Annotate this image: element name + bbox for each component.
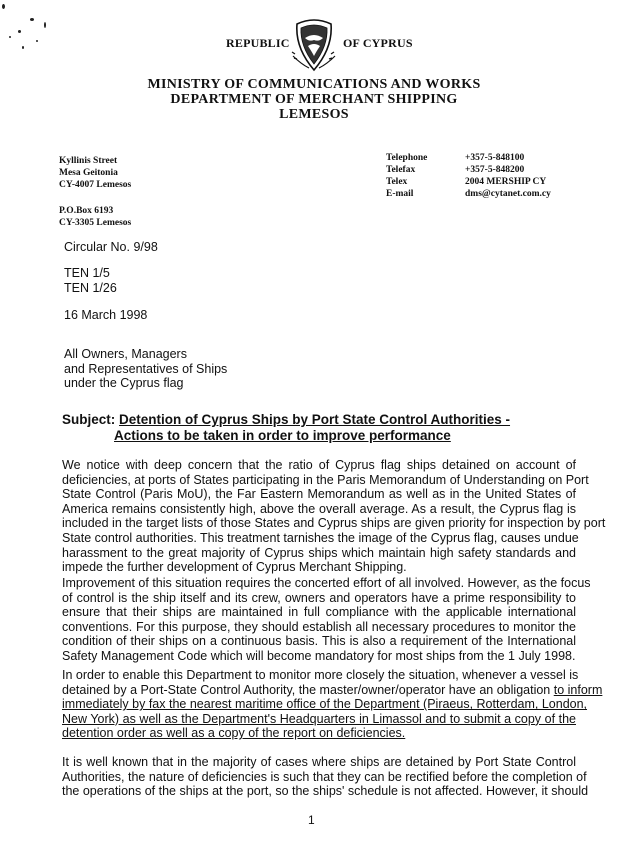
po-box-address	[59, 205, 131, 229]
address-po-postcode: CY-3305 Lemesos	[59, 218, 132, 228]
underlined-text: to inform	[553, 682, 603, 697]
recipients-line-3: under the Cyprus flag	[64, 376, 184, 390]
circular-number: Circular No. 9/98	[64, 240, 158, 254]
paragraph-1	[62, 458, 606, 575]
reference-ten-2: TEN 1/26	[64, 281, 117, 295]
city-title: LEMESOS	[279, 107, 349, 122]
paragraph-line: included in the target lists of those States and Cyprus ships are given priority for inspection by port	[62, 516, 606, 531]
republic-label-left: REPUBLIC	[226, 36, 290, 50]
paragraph-line-underlined: detention order as well as a copy of the report on deficiencies.	[62, 726, 406, 741]
paragraph-line: America remains consistently high, above the overall average. As a result, the Cyprus flag is	[62, 501, 576, 516]
address-area: Mesa Geitonia	[59, 168, 118, 178]
contact-values	[465, 152, 551, 200]
paragraph-3	[62, 668, 603, 741]
contact-value-telex: 2004 MERSHIP CY	[465, 177, 547, 187]
paragraph-2	[62, 576, 591, 664]
contact-label-telex: Telex	[386, 177, 408, 187]
subject-heading	[62, 412, 510, 444]
circular-date: 16 March 1998	[64, 308, 148, 322]
paragraph-line: ensure that their ships are maintained in full compliance with the applicable international	[62, 605, 576, 620]
paragraph-4	[62, 755, 589, 799]
recipients-line-2: and Representatives of Ships	[64, 361, 228, 376]
paragraph-line: harassment to the great majority of Cyprus ships which maintain high safety standards and	[62, 545, 576, 560]
paragraph-line: In order to enable this Department to monitor more closely the situation, whenever a vessel is	[62, 668, 579, 682]
subject-line-1: Detention of Cyprus Ships by Port State Control Authorities -	[119, 412, 511, 427]
paragraph-line: deficiencies, at ports of States participating in the Paris Memorandum of Understanding on Port	[62, 472, 589, 487]
paragraph-line-underlined: immediately by fax the nearest maritime office of the Department (Piraeus, Rotterdam, London,	[62, 697, 588, 712]
contact-value-email: dms@cytanet.com.cy	[465, 189, 551, 199]
republic-label-right: OF CYPRUS	[343, 36, 413, 50]
page-number: 1	[308, 813, 315, 827]
contact-label-email: E-mail	[386, 189, 414, 199]
paragraph-line: conventions. For this purpose, they should establish all necessary procedures to monitor the	[62, 619, 576, 634]
paragraph-line: Improvement of this situation requires the concerted effort of all involved. However, as the focus	[62, 576, 591, 590]
contact-value-telephone: +357-5-848100	[465, 153, 525, 163]
contact-value-telefax: +357-5-848200	[465, 165, 525, 175]
street-address	[59, 155, 131, 191]
paragraph-line-text: detained by a Port-State Control Authority, the master/owner/operator have an obligation	[62, 682, 554, 697]
contact-labels	[386, 152, 427, 200]
address-postcode: CY-4007 Lemesos	[59, 180, 132, 190]
paragraph-line: State Control (Paris MoU), the Far Eastern Memorandum as well as in the United States of	[62, 487, 576, 502]
paragraph-line: We notice with deep concern that the ratio of Cyprus flag ships detained on account of	[62, 458, 576, 472]
contact-label-telefax: Telefax	[386, 165, 416, 175]
contact-label-telephone: Telephone	[386, 153, 428, 163]
address-street: Kyllinis Street	[59, 156, 118, 166]
coat-of-arms-seal	[289, 18, 339, 74]
paragraph-line: condition of their ships on a continuous basis. This is also a requirement of the International	[62, 634, 576, 649]
paragraph-line: State control authorities. This treatment tarnishes the image of the Cyprus flag, causes undue	[62, 530, 579, 545]
ministry-title: MINISTRY OF COMMUNICATIONS AND WORKS	[147, 77, 481, 92]
subject-label: Subject:	[62, 412, 120, 427]
recipients-line-1: All Owners, Managers	[64, 347, 187, 361]
paragraph-line: of control is the ship itself and its crew, owners and operators have a prime responsibility to	[62, 590, 576, 605]
paragraph-line: It is well known that in the majority of cases where ships are detained by Port State Control	[62, 755, 576, 769]
paragraph-line: impede the further development of Cyprus Merchant Shipping.	[62, 560, 407, 575]
reference-ten-1: TEN 1/5	[64, 266, 110, 280]
paragraph-line: the operations of the ships at the port, so the ships' schedule is not affected. However, it should	[62, 784, 589, 799]
subject-line-2: Actions to be taken in order to improve performance	[114, 428, 451, 443]
paragraph-line-underlined: New York) as well as the Department's Headquarters in Limassol and to submit a copy of the	[62, 711, 576, 726]
recipients-block	[64, 347, 227, 391]
paragraph-line: Authorities, the nature of deficiencies is such that they can be rectified before the completion of	[62, 769, 587, 784]
department-title: DEPARTMENT OF MERCHANT SHIPPING	[170, 92, 458, 107]
paragraph-line	[62, 682, 603, 698]
paragraph-line: Safety Management Code which will become mandatory for most ships from the 1 July 1998.	[62, 648, 576, 663]
address-po-box: P.O.Box 6193	[59, 206, 114, 216]
